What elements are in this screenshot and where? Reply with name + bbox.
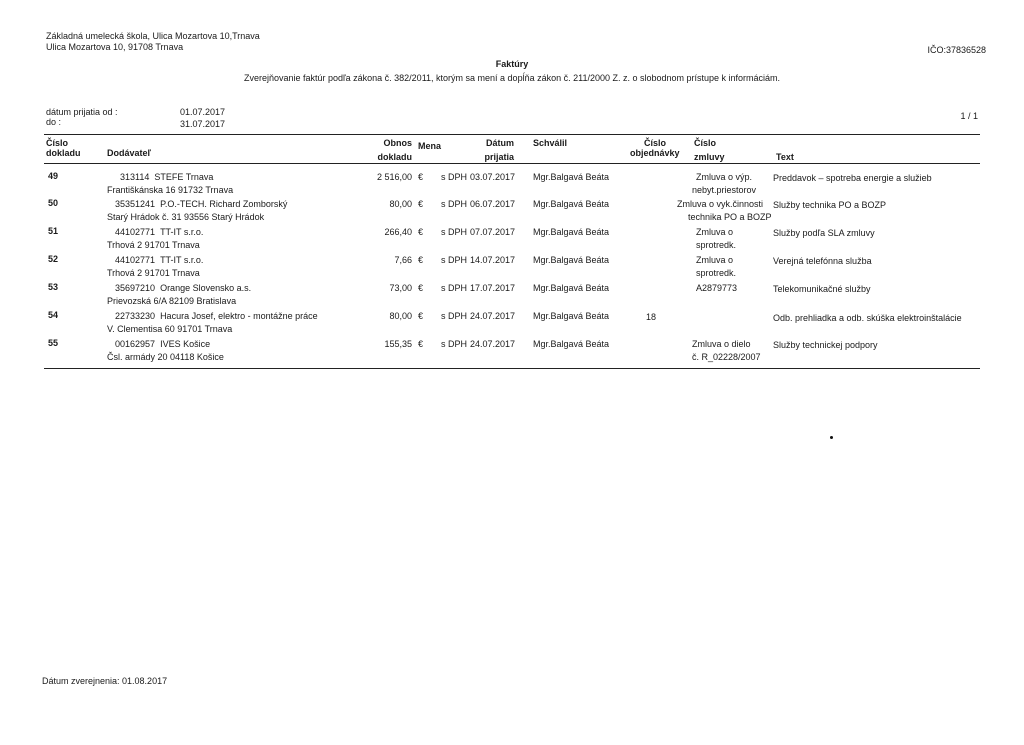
row-vat: s DPH	[441, 339, 468, 349]
column-header-amount: Obnos dokladu	[377, 138, 412, 162]
row-approved: Mgr.Balgavá Beáta	[533, 339, 610, 349]
row-amount: 80,00	[389, 199, 412, 209]
stray-dot-mark	[830, 436, 833, 439]
row-contract-line1: Zmluva o výp.	[696, 172, 753, 182]
row-currency: €	[418, 283, 424, 293]
date-from-label: dátum prijatia od :	[46, 107, 118, 117]
table-bottom-rule	[44, 368, 980, 369]
row-contract-line2: sprotredk.	[696, 268, 737, 278]
row-document-number: 50	[48, 198, 59, 208]
document-subtitle: Zverejňovanie faktúr podľa zákona č. 382/2011, ktorým sa mení a dopĺňa zákon č. 211/2000 Z. z. o slobodnom prístupe k informáciám.	[243, 73, 781, 83]
row-supplier: 35351241 P.O.-TECH. Richard Zomborský	[115, 199, 288, 209]
row-amount: 7,66	[394, 255, 412, 265]
table-top-rule	[44, 134, 980, 135]
row-document-number: 53	[48, 282, 59, 292]
row-text: Preddavok – spotreba energie a služieb	[773, 173, 932, 183]
row-date: 17.07.2017	[470, 283, 516, 293]
row-date: 07.07.2017	[470, 227, 516, 237]
row-approved: Mgr.Balgavá Beáta	[533, 255, 610, 265]
row-vat: s DPH	[441, 227, 468, 237]
row-date: 06.07.2017	[470, 199, 516, 209]
row-amount: 266,40	[384, 227, 412, 237]
row-order-number: 18	[646, 312, 657, 322]
row-date: 24.07.2017	[470, 339, 516, 349]
row-contract-line2: technika PO a BOZP	[688, 212, 772, 222]
row-approved: Mgr.Balgavá Beáta	[533, 283, 610, 293]
row-supplier: 44102771 TT-IT s.r.o.	[115, 227, 204, 237]
row-document-number: 49	[48, 171, 59, 181]
row-text: Telekomunikačné služby	[773, 284, 871, 294]
row-text: Odb. prehliadka a odb. skúška elektroinštalácie	[773, 313, 962, 323]
row-approved: Mgr.Balgavá Beáta	[533, 227, 610, 237]
row-date: 14.07.2017	[470, 255, 516, 265]
row-currency: €	[418, 172, 424, 182]
table-header-rule	[44, 163, 980, 164]
row-vat: s DPH	[441, 255, 468, 265]
row-amount: 73,00	[389, 283, 412, 293]
row-currency: €	[418, 311, 424, 321]
column-header-order-number: Číslo objednávky	[630, 138, 680, 158]
row-contract-line1: A2879773	[696, 283, 738, 293]
row-contract-line1: Zmluva o dielo	[692, 339, 751, 349]
row-text: Verejná telefónna služba	[773, 256, 872, 266]
row-contract-line2: č. R_02228/2007	[692, 352, 761, 362]
row-supplier: 22733230 Hacura Josef, elektro - montážne práce	[115, 311, 318, 321]
row-vat: s DPH	[441, 199, 468, 209]
row-supplier-address: Čsl. armády 20 04118 Košice	[107, 352, 224, 362]
organization-name: Základná umelecká škola, Ulica Mozartova 10,Trnava	[46, 31, 260, 41]
row-supplier: 35697210 Orange Slovensko a.s.	[115, 283, 252, 293]
row-currency: €	[418, 227, 424, 237]
row-document-number: 54	[48, 310, 59, 320]
date-to-label: do :	[46, 117, 62, 127]
row-currency: €	[418, 199, 424, 209]
row-supplier-address: Starý Hrádok č. 31 93556 Starý Hrádok	[107, 212, 265, 222]
date-from-value: 01.07.2017	[180, 107, 226, 117]
row-amount: 80,00	[389, 311, 412, 321]
row-currency: €	[418, 339, 424, 349]
column-header-contract-number: Číslo zmluvy	[694, 138, 725, 162]
row-contract-line2: sprotredk.	[696, 240, 737, 250]
row-text: Služby technickej podpory	[773, 340, 878, 350]
row-supplier-address: Františkánska 16 91732 Trnava	[107, 185, 234, 195]
row-supplier: 44102771 TT-IT s.r.o.	[115, 255, 204, 265]
row-document-number: 52	[48, 254, 59, 264]
row-document-number: 55	[48, 338, 59, 348]
column-header-document-number: Číslo dokladu	[46, 138, 81, 158]
document-title: Faktúry	[495, 59, 529, 69]
row-vat: s DPH	[441, 172, 468, 182]
row-currency: €	[418, 255, 424, 265]
column-header-approved: Schválil	[533, 138, 568, 148]
publication-date: Dátum zverejnenia: 01.08.2017	[42, 676, 168, 686]
row-contract-line2: nebyt.priestorov	[692, 185, 757, 195]
row-vat: s DPH	[441, 311, 468, 321]
column-header-currency: Mena	[418, 141, 442, 151]
date-to-value: 31.07.2017	[180, 119, 226, 129]
row-date: 03.07.2017	[470, 172, 516, 182]
row-vat: s DPH	[441, 283, 468, 293]
row-amount: 2 516,00	[376, 172, 412, 182]
row-supplier-address: Trhová 2 91701 Trnava	[107, 240, 200, 250]
row-text: Služby technika PO a BOZP	[773, 200, 887, 210]
company-id: IČO:37836528	[927, 45, 986, 55]
row-contract-line1: Zmluva o vyk.činnosti	[677, 199, 764, 209]
date-range	[46, 107, 226, 129]
row-text: Služby podľa SLA zmluvy	[773, 228, 875, 238]
row-contract-line1: Zmluva o	[696, 255, 734, 265]
organization-address: Ulica Mozartova 10, 91708 Trnava	[46, 42, 184, 52]
row-supplier-address: V. Clementisa 60 91701 Trnava	[107, 324, 233, 334]
row-supplier-address: Trhová 2 91701 Trnava	[107, 268, 200, 278]
row-document-number: 51	[48, 226, 59, 236]
row-amount: 155,35	[384, 339, 412, 349]
row-approved: Mgr.Balgavá Beáta	[533, 172, 610, 182]
column-header-text: Text	[776, 152, 794, 162]
column-header-supplier: Dodávateľ	[107, 148, 151, 158]
row-approved: Mgr.Balgavá Beáta	[533, 199, 610, 209]
row-supplier-address: Prievozská 6/A 82109 Bratislava	[107, 296, 237, 306]
row-date: 24.07.2017	[470, 311, 516, 321]
row-supplier: 00162957 IVES Košice	[115, 339, 211, 349]
row-supplier: 313114 STEFE Trnava	[120, 172, 214, 182]
row-approved: Mgr.Balgavá Beáta	[533, 311, 610, 321]
row-contract-line1: Zmluva o	[696, 227, 734, 237]
organization-header	[46, 31, 260, 53]
column-header-date: Dátum prijatia	[484, 138, 514, 162]
page-number: 1 / 1	[960, 111, 978, 121]
